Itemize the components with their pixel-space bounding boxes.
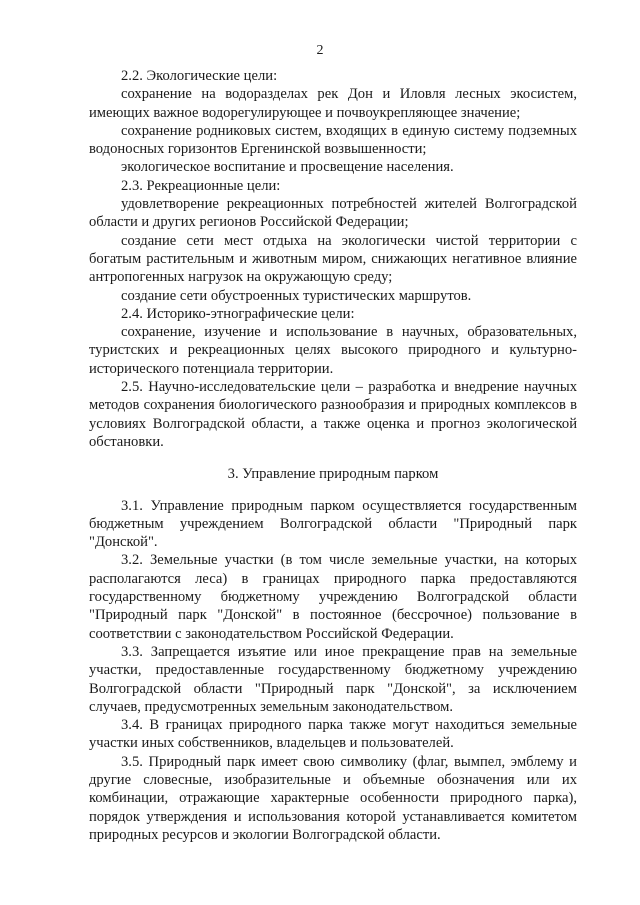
paragraph-3-5: 3.5. Природный парк имеет свою символику (флаг, вымпел, эмблему и другие словесные, изобразительные и объемные обозначения или их комбинации, отражающие характерные особенности природного парка), порядок утверждения и использования которой устанавливается комитетом природных ресурсов и экологии Волгоградской области. (89, 753, 577, 843)
paragraph-2-2-item-1: сохранение на водоразделах рек Дон и Иловля лесных экосистем, имеющих важное водорегулирующее и почвоукрепляющее значение; (89, 86, 577, 121)
paragraph-2-2-item-3: экологическое воспитание и просвещение населения. (121, 159, 454, 176)
paragraph-2-3-item-1: удовлетворение рекреационных потребностей жителей Волгоградской области и других регионов Российской Федерации; (89, 196, 577, 231)
paragraph-3-1: 3.1. Управление природным парком осуществляется государственным бюджетным учреждением Волгоградской области "Природный парк "Донской". (89, 497, 577, 551)
document-body (89, 67, 577, 844)
paragraph-2-3-item-3: создание сети обустроенных туристических маршрутов. (121, 287, 472, 304)
paragraph-2-3-title: 2.3. Рекреационные цели: (121, 177, 281, 194)
paragraph-3-3: 3.3. Запрещается изъятие или иное прекращение прав на земельные участки, предоставленные государственному бюджетному учреждению Волгоградской области "Природный парк "Донской", за исключением случаев, предусмотренных земельным законодательством. (89, 643, 577, 715)
paragraph-2-2-title: 2.2. Экологические цели: (121, 68, 278, 84)
paragraph-2-4-item-1: сохранение, изучение и использование в научных, образовательных, туристских и рекреационных целях высокого природного и культурно-исторического потенциала территории. (89, 324, 577, 377)
paragraph-3-4: 3.4. В границах природного парка также могут находиться земельные участки иных собственников, владельцев и пользователей. (89, 717, 577, 752)
paragraph-2-3-item-2: создание сети мест отдыха на экологически чистой территории с богатым растительным и животным миром, снижающих негативное влияние антропогенных нагрузок на окружающую среду; (89, 232, 577, 286)
paragraph-2-4-title: 2.4. Историко-этнографические цели: (121, 305, 355, 322)
paragraph-2-2-item-2: сохранение родниковых систем, входящих в единую систему подземных водоносных горизонтов Ергенинской возвышенности; (89, 122, 577, 158)
paragraph-2-5: 2.5. Научно-исследовательские цели – разработка и внедрение научных методов сохранения биологического разнообразия и природных комплексов в условиях Волгоградской области, а также оценка и прогноз экологической обстановки. (89, 379, 577, 450)
section-heading: 3. Управление природным парком (227, 466, 439, 483)
page-number: 2 (316, 43, 324, 58)
paragraph-3-2: 3.2. Земельные участки (в том числе земельные участки, на которых располагаются леса) в границах природного парка предоставляются государственному бюджетному учреждению Волгоградской области "Природный парк "Донской" в постоянное (бессрочное) пользование в соответствии с законодательством Российской Федерации. (89, 552, 577, 642)
